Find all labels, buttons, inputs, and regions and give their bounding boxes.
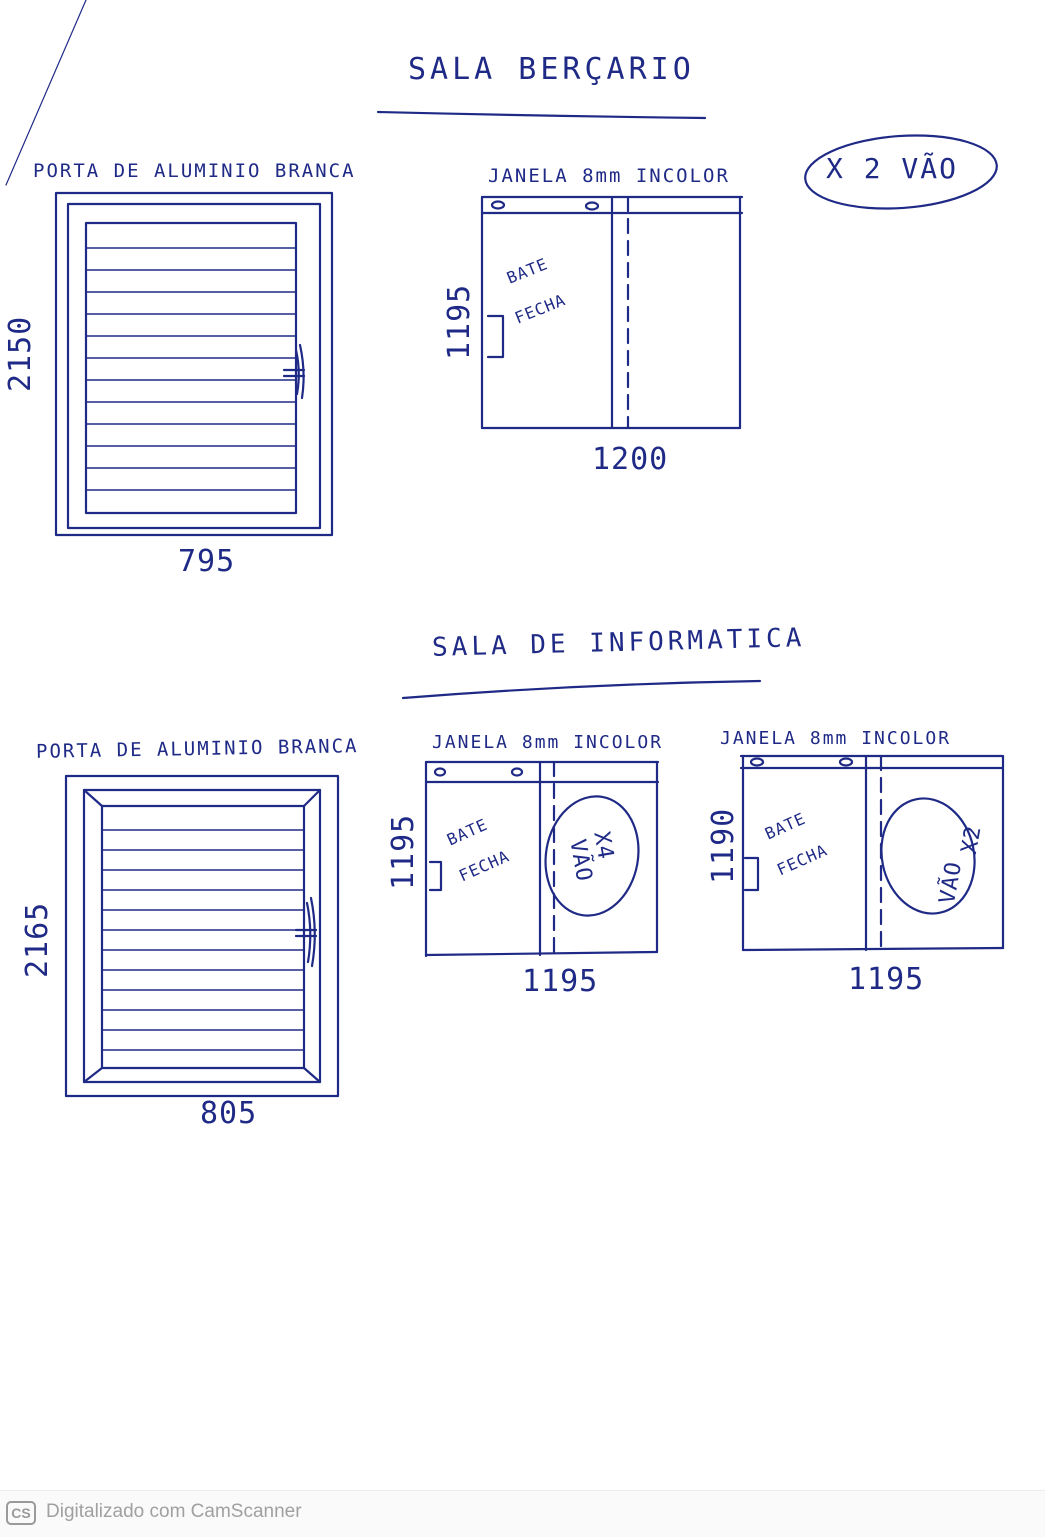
section1-title: SALA BERÇARIO [408,52,695,87]
section2-window1-width: 1195 [522,964,599,999]
section2-window2-latch-1: BATE [762,808,809,844]
section2-window2-qty-2: VÃO [935,859,968,906]
section2-window1-latch-2: FECHA [456,846,513,886]
section2-window1-qty-1: X4 [588,829,618,862]
section2-window2-height: 1190 [706,807,741,884]
latch-bracket [745,858,758,890]
quantity-circle [871,790,985,923]
section1-door-width: 795 [178,544,236,579]
latch-bracket [430,862,441,890]
section2-door-drawing [66,776,338,1096]
section2-window1-qty-2: VÃO [564,837,597,884]
camscanner-footer [0,1490,1045,1537]
section1-window-quantity: X 2 VÃO [826,152,959,185]
section2-window1-latch-1: BATE [444,814,491,850]
section2-window1-drawing [426,762,658,956]
section1-window-latch-2: FECHA [512,290,569,328]
section2-door-height: 2165 [20,901,55,978]
section1-window-width: 1200 [592,442,669,477]
door-handle-icon [284,345,304,398]
section1-window-label: JANELA 8mm INCOLOR [488,165,730,187]
camscanner-logo-icon: CS [6,1501,36,1525]
section2-window1-label: JANELA 8mm INCOLOR [432,732,664,753]
door-slats [102,830,304,1050]
section2-title: SALA DE INFORMATICA [431,623,806,663]
section2-window2-label: JANELA 8mm INCOLOR [720,728,952,749]
section2-window1-height: 1195 [386,813,421,890]
section2-window2-width: 1195 [848,962,925,997]
section2-title-underline [403,681,760,698]
latch-bracket [488,316,503,357]
section1-title-underline [378,112,705,118]
camscanner-watermark-text: Digitalizado com CamScanner [46,1501,302,1522]
section1-door-height: 2150 [3,315,38,392]
section1-window-latch-1: BATE [504,254,551,288]
margin-stroke [6,0,86,185]
section2-window2-qty-1: X2 [957,823,987,856]
section2-window2-latch-2: FECHA [774,840,831,880]
section1-door-drawing [56,193,332,535]
section1-door-label: PORTA DE ALUMINIO BRANCA [33,160,356,182]
section2-window2-drawing [741,756,1003,950]
door-slats [86,248,296,490]
section1-window-height: 1195 [442,283,477,360]
section2-door-label: PORTA DE ALUMINIO BRANCA [35,735,359,763]
door-handle-icon [296,898,316,966]
section2-door-width: 805 [200,1096,258,1131]
